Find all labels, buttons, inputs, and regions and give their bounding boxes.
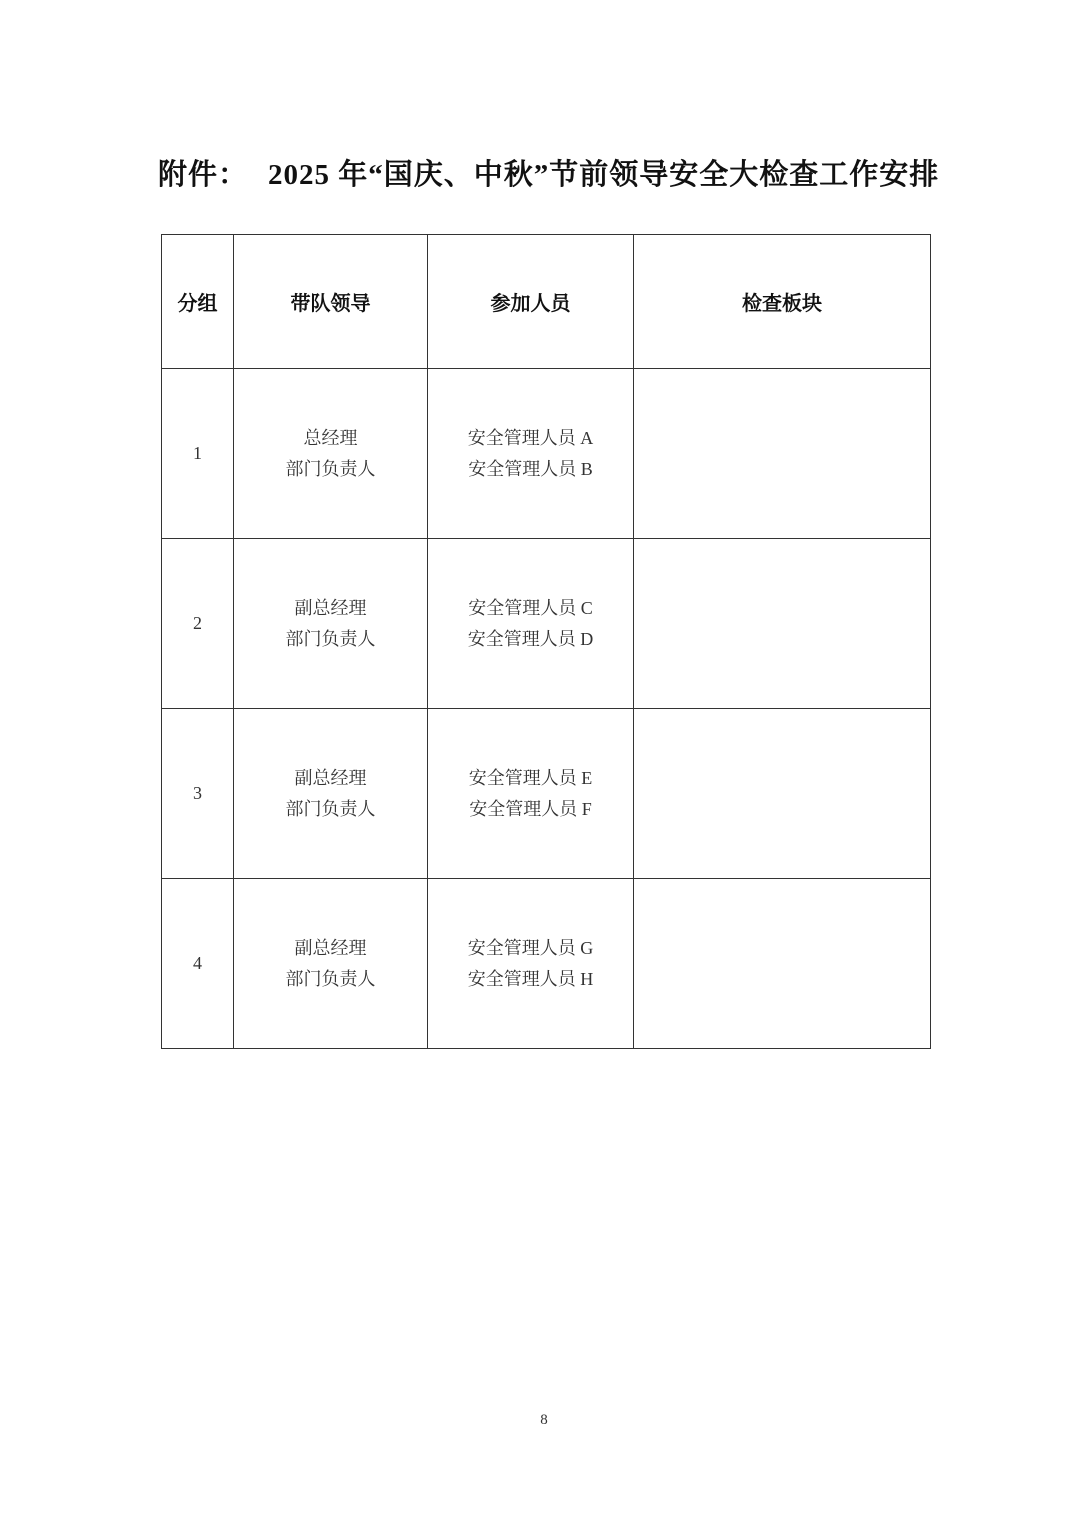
member-line: 安全管理人员 E <box>468 767 593 788</box>
table-row <box>162 879 931 1049</box>
group-number: 3 <box>162 709 234 879</box>
members-cell <box>428 709 634 879</box>
members-cell <box>428 539 634 709</box>
document-title <box>158 152 958 193</box>
leader-cell <box>234 709 428 879</box>
table-row <box>162 709 931 879</box>
leader-cell <box>234 539 428 709</box>
leader-line: 部门负责人 <box>285 798 376 819</box>
member-line: 安全管理人员 D <box>467 628 594 649</box>
member-line: 安全管理人员 H <box>467 968 594 989</box>
leader-line: 部门负责人 <box>285 968 376 989</box>
leader-cell <box>234 369 428 539</box>
leader-line: 总经理 <box>303 427 358 448</box>
title-label: 附件： <box>158 159 249 191</box>
leader-line: 副总经理 <box>294 597 367 618</box>
member-line: 安全管理人员 G <box>467 937 594 958</box>
members-cell <box>428 369 634 539</box>
header-section: 检查板块 <box>634 235 931 369</box>
section-cell <box>634 709 931 879</box>
leader-cell <box>234 879 428 1049</box>
inspection-schedule-table <box>161 234 931 1049</box>
header-leader: 带队领导 <box>234 235 428 369</box>
leader-line: 部门负责人 <box>285 458 376 479</box>
group-number: 4 <box>162 879 234 1049</box>
member-line: 安全管理人员 F <box>469 798 592 819</box>
table-header-row <box>162 235 931 369</box>
section-cell <box>634 369 931 539</box>
table-row <box>162 539 931 709</box>
section-cell <box>634 879 931 1049</box>
section-cell <box>634 539 931 709</box>
table-row <box>162 369 931 539</box>
member-line: 安全管理人员 C <box>468 597 593 618</box>
member-line: 安全管理人员 A <box>467 427 594 448</box>
leader-line: 副总经理 <box>294 767 367 788</box>
leader-line: 部门负责人 <box>285 628 376 649</box>
leader-line: 副总经理 <box>294 937 367 958</box>
header-group: 分组 <box>162 235 234 369</box>
member-line: 安全管理人员 B <box>468 458 593 479</box>
group-number: 1 <box>162 369 234 539</box>
header-members: 参加人员 <box>428 235 634 369</box>
title-text: 2025 年“国庆、中秋”节前领导安全大检查工作安排 <box>268 159 940 191</box>
page-number: 8 <box>540 1412 548 1428</box>
members-cell <box>428 879 634 1049</box>
group-number: 2 <box>162 539 234 709</box>
